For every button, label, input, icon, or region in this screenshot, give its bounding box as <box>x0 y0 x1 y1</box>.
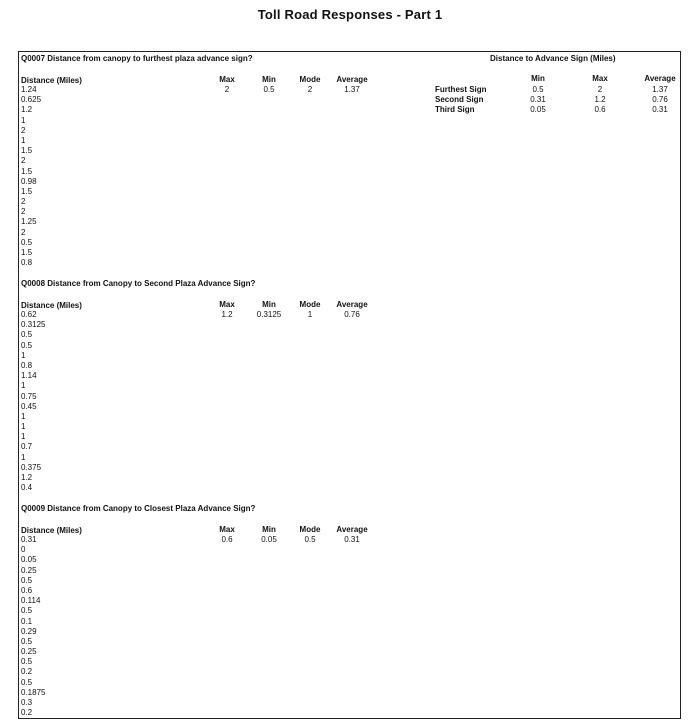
summary-row <box>430 85 680 95</box>
stat-min-label: Min <box>262 525 276 534</box>
distance-value: 0.5 <box>21 575 33 585</box>
stat-min <box>249 300 289 319</box>
stat-min-value: 0.3125 <box>256 310 282 319</box>
distance-value: 0.3125 <box>21 320 46 330</box>
distance-value: 0.5 <box>21 677 33 687</box>
stat-max <box>207 525 247 544</box>
stat-max-label: Max <box>219 300 235 309</box>
stat-mode-value: 1 <box>307 310 313 319</box>
summary-row-min: 0.31 <box>530 95 546 104</box>
distance-value: 0.25 <box>21 565 37 575</box>
stat-min-value: 0.05 <box>261 535 277 544</box>
summary-header-max: Max <box>592 74 608 83</box>
distance-value: 0.31 <box>21 535 37 544</box>
summary-row-min: 0.5 <box>532 85 544 94</box>
distance-value: 0.625 <box>21 95 42 105</box>
stat-max-value: 2 <box>224 85 230 94</box>
distance-value: 1.14 <box>21 371 37 381</box>
distance-value: 0.98 <box>21 176 37 186</box>
distance-value: 0.8 <box>21 360 33 370</box>
distance-value: 0.5 <box>21 237 33 247</box>
stat-mode-value: 2 <box>307 85 313 94</box>
distance-value: 1.2 <box>21 105 33 115</box>
summary-row-min: 0.05 <box>530 105 546 114</box>
stat-min <box>249 75 289 94</box>
stat-max-label: Max <box>219 525 235 534</box>
stat-mode <box>290 300 330 319</box>
stat-mode-label: Mode <box>299 525 321 534</box>
question-title: Q0008 Distance from Canopy to Second Plaza Advance Sign? <box>21 279 256 288</box>
distance-value: 0.5 <box>21 606 33 616</box>
distance-value: 0.7 <box>21 442 33 452</box>
distance-value: 0.3 <box>21 698 33 707</box>
stat-avg-label: Average <box>336 525 368 534</box>
distance-value: 0.1875 <box>21 687 46 697</box>
stat-min-label: Min <box>262 75 276 84</box>
distance-value: 0.6 <box>21 585 33 595</box>
distance-value: 2 <box>21 197 26 207</box>
question-title: Q0009 Distance from Canopy to Closest Plaza Advance Sign? <box>21 504 256 513</box>
distance-value: 0.1 <box>21 616 33 626</box>
summary-row-label: Second Sign <box>435 95 484 104</box>
distance-values-list <box>21 310 45 493</box>
distance-value: 1.2 <box>21 473 33 482</box>
stat-mode-value: 0.5 <box>304 535 316 544</box>
distance-column-header: Distance (Miles) <box>21 301 82 310</box>
distance-value: 0.29 <box>21 626 37 636</box>
stat-max-value: 1.2 <box>221 310 233 319</box>
stat-avg-value: 1.37 <box>344 85 360 94</box>
distance-value: 1 <box>21 135 26 145</box>
summary-row <box>430 95 680 105</box>
stat-mode <box>290 525 330 544</box>
distance-value: 1 <box>21 381 26 391</box>
distance-value: 1 <box>21 350 26 360</box>
stat-min-value: 0.5 <box>263 85 275 94</box>
distance-value: 1.25 <box>21 217 37 227</box>
distance-value: 1 <box>21 411 26 421</box>
distance-value: 0.5 <box>21 340 33 350</box>
stat-mode-label: Mode <box>299 75 321 84</box>
distance-value: 2 <box>21 207 26 217</box>
summary-title: Distance to Advance Sign (Miles) <box>490 54 616 63</box>
distance-value: 0.4 <box>21 483 33 493</box>
stat-avg-value: 0.31 <box>344 535 360 544</box>
distance-value: 0.45 <box>21 401 37 411</box>
distance-value: 1 <box>21 422 26 432</box>
stat-avg-value: 0.76 <box>344 310 360 319</box>
summary-row-avg: 0.76 <box>652 95 668 104</box>
distance-value: 1.5 <box>21 146 33 156</box>
distance-value: 0.2 <box>21 708 33 718</box>
summary-header-min: Min <box>531 74 545 83</box>
distance-value: 0.375 <box>21 462 42 472</box>
distance-value: 1.5 <box>21 186 33 196</box>
distance-column-header: Distance (Miles) <box>21 76 82 85</box>
page-title: Toll Road Responses - Part 1 <box>257 7 443 22</box>
distance-value: 0.62 <box>21 310 37 319</box>
distance-value: 1.5 <box>21 248 33 257</box>
distance-value: 2 <box>21 227 26 237</box>
distance-value: 0.75 <box>21 391 37 401</box>
stat-min-label: Min <box>262 300 276 309</box>
stat-avg <box>332 525 372 544</box>
stat-min <box>249 525 289 544</box>
distance-value: 0.5 <box>21 636 33 646</box>
summary-row-max: 2 <box>597 85 603 94</box>
distance-value: 0.05 <box>21 555 37 565</box>
distance-value: 1.24 <box>21 85 37 94</box>
summary-row <box>430 105 680 115</box>
distance-value: 0.114 <box>21 596 41 606</box>
stat-max <box>207 300 247 319</box>
stat-max-label: Max <box>219 75 235 84</box>
distance-value: 2 <box>21 156 26 166</box>
distance-value: 1 <box>21 452 26 462</box>
summary-row-avg: 1.37 <box>652 85 668 94</box>
distance-value: 0.5 <box>21 330 33 340</box>
stat-avg-label: Average <box>336 75 368 84</box>
summary-row-max: 1.2 <box>594 95 606 104</box>
question-title: Q0007 Distance from canopy to furthest plaza advance sign? <box>21 54 253 63</box>
stat-mode-label: Mode <box>299 300 321 309</box>
distance-value: 0.25 <box>21 647 37 657</box>
distance-values-list <box>21 85 41 268</box>
stat-avg <box>332 75 372 94</box>
distance-value: 0.8 <box>21 258 33 268</box>
distance-value: 0.5 <box>21 657 33 667</box>
stat-max <box>207 75 247 94</box>
distance-values-list <box>21 535 45 718</box>
stat-avg <box>332 300 372 319</box>
summary-header-avg: Average <box>644 74 676 83</box>
summary-row-label: Third Sign <box>435 105 475 114</box>
distance-value: 0 <box>21 545 26 555</box>
summary-row-max: 0.6 <box>594 105 606 114</box>
distance-value: 1 <box>21 115 26 125</box>
distance-value: 2 <box>21 125 26 135</box>
report-frame <box>18 51 681 719</box>
stat-mode <box>290 75 330 94</box>
distance-value: 0.2 <box>21 667 33 677</box>
stat-max-value: 0.6 <box>221 535 233 544</box>
summary-row-avg: 0.31 <box>652 105 668 114</box>
distance-value: 1.5 <box>21 166 33 176</box>
distance-value: 1 <box>21 432 26 442</box>
stat-avg-label: Average <box>336 300 368 309</box>
distance-column-header: Distance (Miles) <box>21 526 82 535</box>
summary-row-label: Furthest Sign <box>435 85 487 94</box>
